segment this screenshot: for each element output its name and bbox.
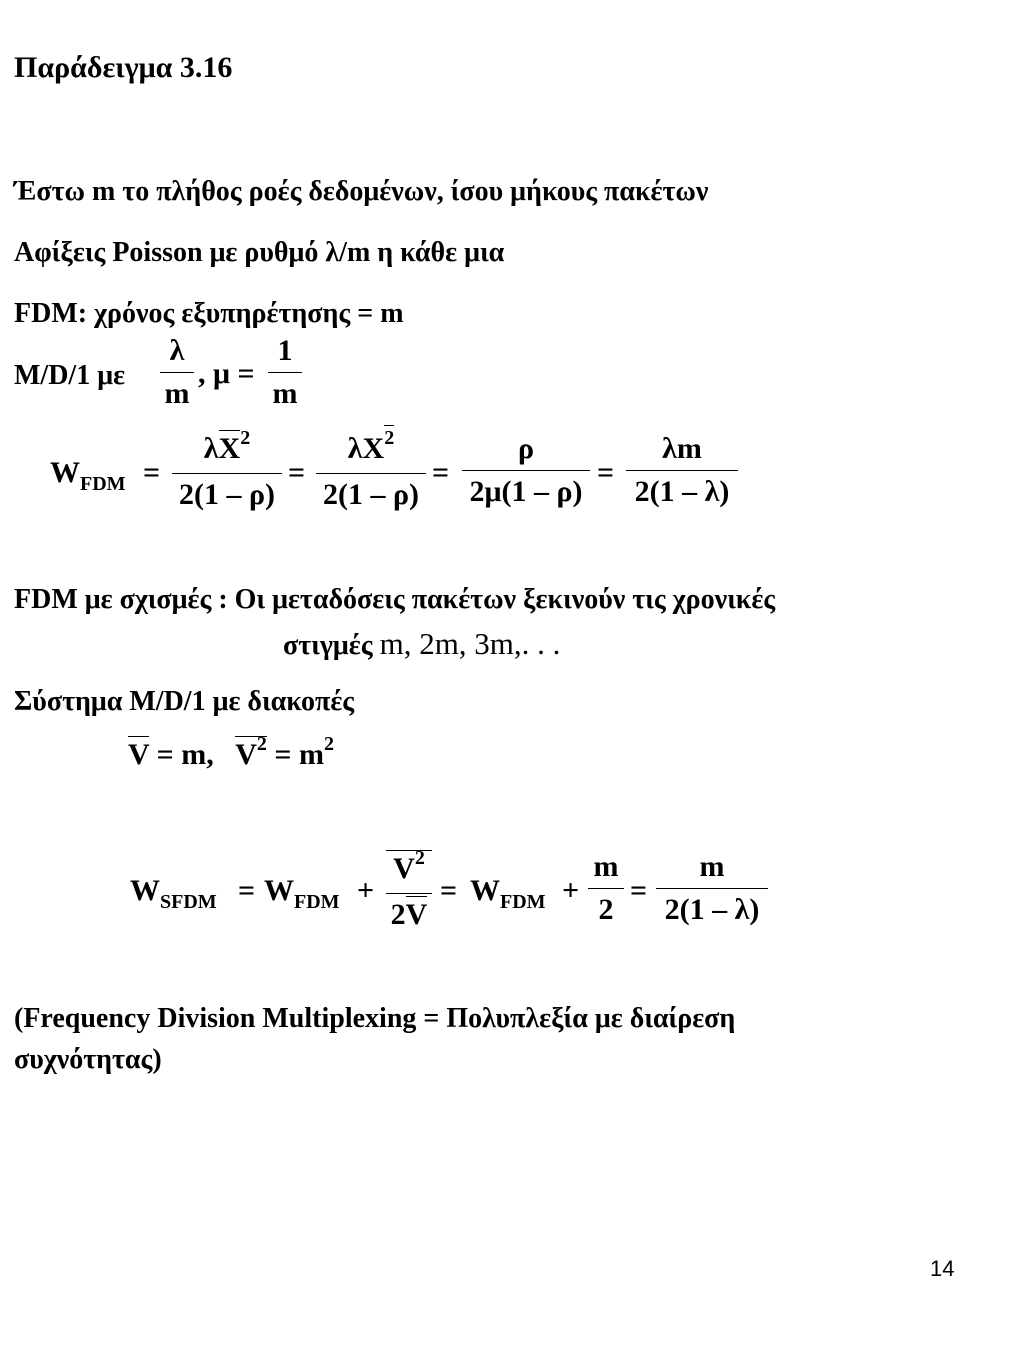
two: 2 [390, 898, 406, 931]
numerator: λ [169, 334, 185, 367]
lambda: λ [203, 432, 219, 465]
w-sfdm-symbol [130, 874, 217, 913]
plus-sign: + [562, 874, 580, 907]
text-line-service-time: FDM: χρόνος εξυπηρέτησης = m [14, 298, 404, 329]
w-letter: W [130, 874, 160, 907]
x-letter: X [362, 432, 385, 465]
numerator [316, 427, 426, 469]
equals-sign: = [288, 456, 306, 489]
fraction-lambda-over-m [160, 334, 194, 411]
denominator: 2(1 – ρ) [322, 478, 420, 511]
text-line-flows: Έστω m το πλήθος ροές δεδομένων, ίσου μήκους πακέτων [14, 176, 709, 207]
superscript: 2 [414, 847, 425, 869]
fraction-bar [160, 372, 194, 373]
superscript: 2 [240, 427, 251, 449]
numerator: m [593, 850, 619, 883]
fraction-bar [588, 888, 624, 889]
numerator: 1 [277, 334, 293, 367]
instants-label: στιγμές [283, 630, 373, 661]
v-squared-bar [235, 733, 267, 771]
v-bar: V [128, 738, 150, 771]
equals-m: = m, [156, 738, 214, 771]
text-line-fdm-definition-cont: συχνότητας) [14, 1044, 162, 1075]
numerator: m [699, 850, 725, 883]
equals-sign: = [440, 874, 458, 907]
fraction-bar [656, 888, 768, 889]
fraction-bar [172, 473, 282, 474]
denominator: 2(1 – λ) [634, 475, 730, 508]
text-line-slotted-fdm: FDM με σχισμές : Οι μεταδόσεις πακέτων ξεκινούν τις χρονικές [14, 584, 776, 615]
lambda: λ [347, 432, 363, 465]
text-line-arrivals: Αφίξεις Poisson με ρυθμό λ/m η κάθε μια [14, 237, 505, 268]
plus-sign: + [357, 874, 375, 907]
numerator [386, 847, 432, 889]
denominator: 2(1 – ρ) [178, 478, 276, 511]
v-letter: V [235, 738, 257, 771]
equals-sign: = [597, 456, 615, 489]
denominator: m [164, 377, 190, 410]
denominator: 2 [598, 893, 614, 926]
x-bar: X [218, 432, 241, 465]
subscript: SFDM [160, 891, 217, 913]
page-number: 14 [930, 1256, 955, 1281]
v-moments [128, 733, 334, 772]
v-bar: V [405, 898, 428, 931]
subscript: FDM [294, 891, 340, 913]
text-line-md1-prefix: M/D/1 με [14, 360, 126, 391]
text-line-instants [283, 628, 560, 662]
subscript: FDM [80, 473, 126, 495]
fraction-lambda-m [626, 432, 738, 509]
numerator: ρ [517, 432, 535, 465]
mu-equals: , μ = [198, 357, 255, 390]
page-title: Παράδειγμα 3.16 [14, 51, 233, 84]
w-fdm-symbol [264, 874, 340, 913]
w-letter: W [470, 874, 500, 907]
fraction-m-over-2-1-lambda [656, 850, 768, 927]
denominator: 2μ(1 – ρ) [469, 475, 583, 508]
fraction-rho [462, 432, 590, 509]
equals-sign: = [238, 874, 256, 907]
denominator: m [272, 377, 298, 410]
text-line-fdm-definition: (Frequency Division Multiplexing = Πολυπλεξία με διαίρεση [14, 1003, 736, 1034]
fraction-m-over-2 [588, 850, 624, 927]
fraction-bar [268, 372, 302, 373]
denominator [386, 898, 432, 932]
instants-values: m, 2m, 3m,. . . [379, 626, 561, 661]
fraction-bar [626, 470, 738, 471]
v-letter: V [393, 852, 415, 885]
w-letter: W [264, 874, 294, 907]
w-fdm-symbol [470, 874, 546, 913]
superscript: 2 [323, 733, 334, 755]
numerator: λm [662, 432, 702, 465]
fraction-bar [462, 470, 590, 471]
denominator: 2(1 – λ) [664, 893, 760, 926]
equals-sign: = [143, 456, 161, 489]
equals-sign: = [630, 874, 648, 907]
numerator [172, 427, 282, 469]
fraction-bar [316, 473, 426, 474]
fraction-lambda-x-bar-2 [316, 427, 426, 512]
subscript: FDM [500, 891, 546, 913]
fraction-lambda-x2 [172, 427, 282, 512]
superscript: 2 [256, 733, 267, 755]
fraction-v2-over-2v [386, 847, 432, 932]
w-letter: W [50, 456, 80, 489]
fraction-one-over-m [268, 334, 302, 411]
equals-m: = m [274, 738, 324, 771]
equals-sign: = [432, 456, 450, 489]
superscript: 2 [384, 427, 395, 449]
w-fdm-symbol [50, 456, 126, 495]
text-line-vacations: Σύστημα M/D/1 με διακοπές [14, 686, 355, 717]
fraction-bar [386, 893, 432, 894]
